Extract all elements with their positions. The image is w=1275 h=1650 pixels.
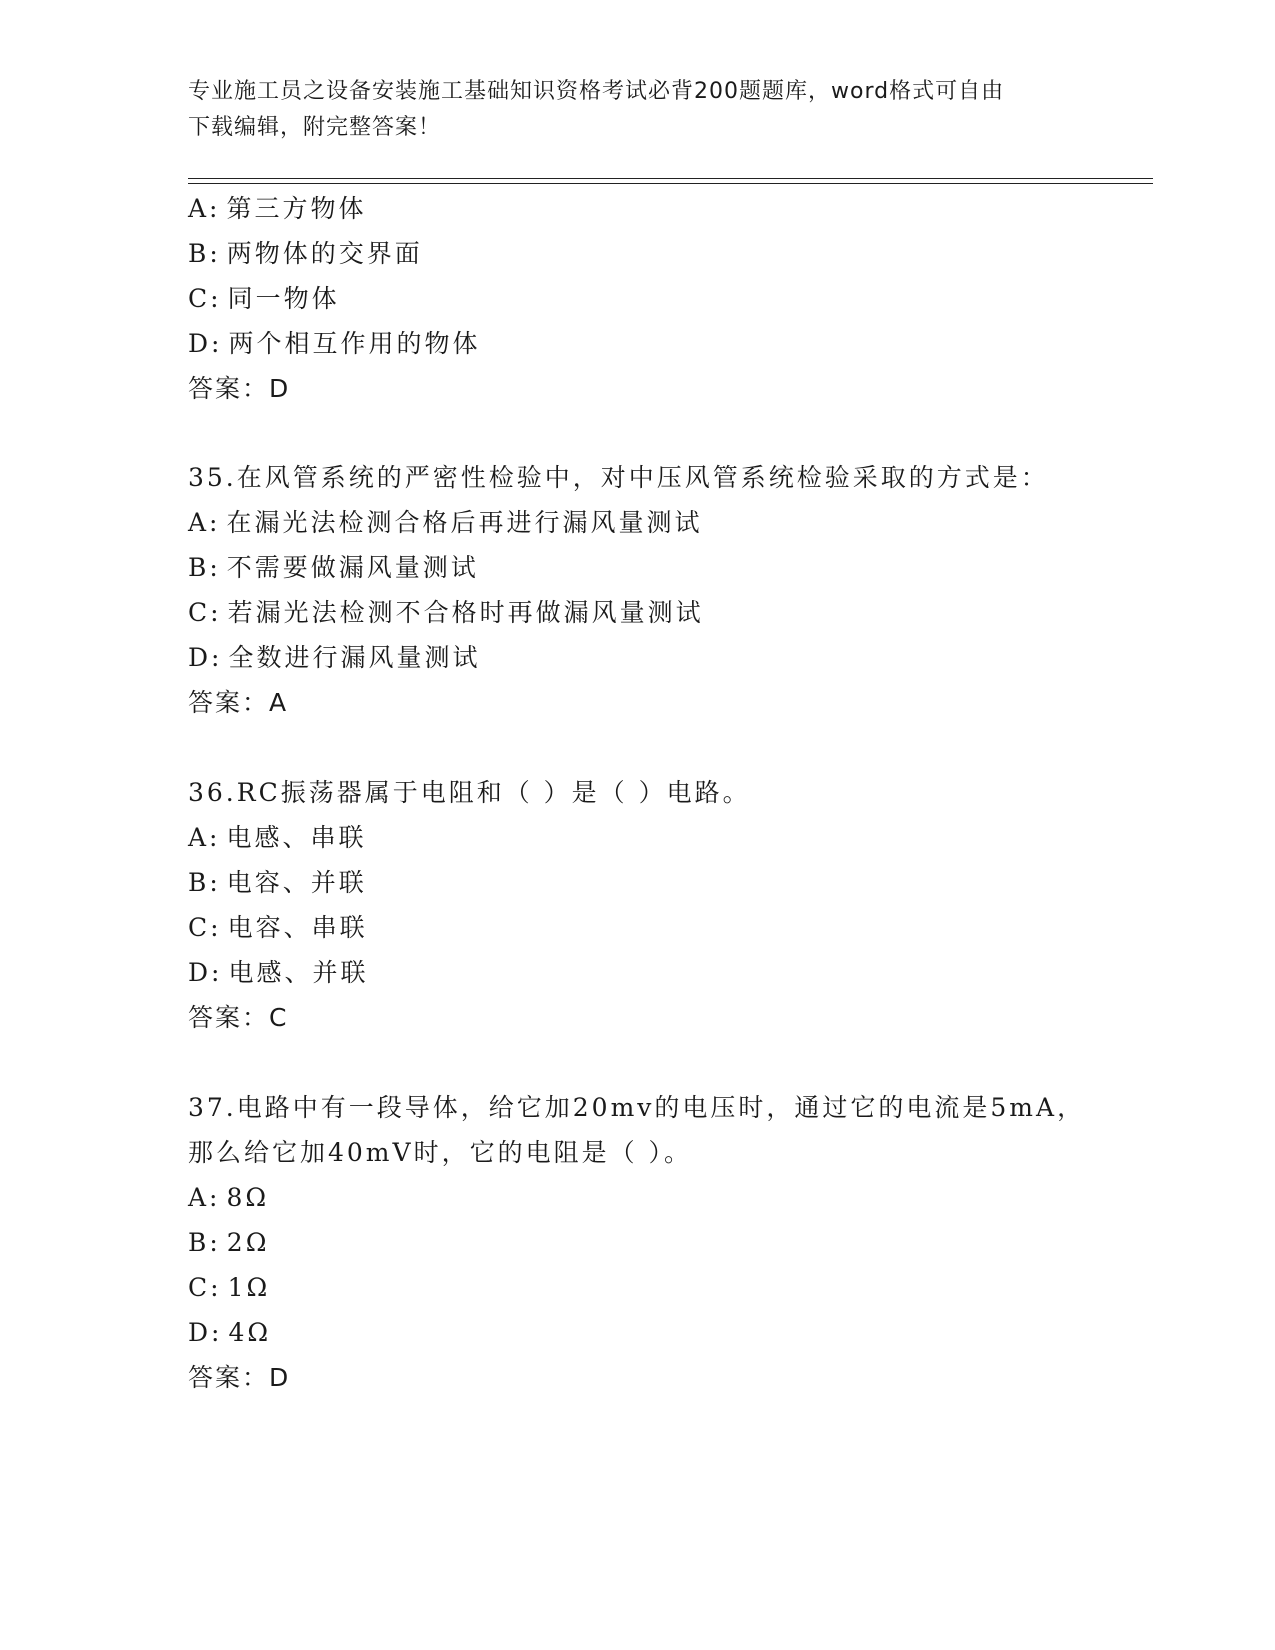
option-key: C: bbox=[188, 913, 222, 942]
q37-option-d bbox=[188, 1316, 271, 1350]
q37-stem-line-1: 37.电路中有一段导体，给它加20mv的电压时，通过它的电流是5mA， bbox=[188, 1093, 1086, 1122]
option-text: 电容、并联 bbox=[226, 868, 367, 897]
option-key: B: bbox=[188, 1228, 221, 1257]
q37-answer: 答案：D bbox=[188, 1363, 291, 1392]
option-key: D: bbox=[188, 329, 223, 358]
option-key: D: bbox=[188, 1318, 223, 1347]
q34-option-a bbox=[188, 192, 367, 226]
option-text: 电感、并联 bbox=[228, 958, 369, 987]
q35-stem: 35.在风管系统的严密性检验中，对中压风管系统检验采取的方式是： bbox=[188, 463, 1049, 492]
option-text: 若漏光法检测不合格时再做漏风量测试 bbox=[227, 598, 704, 627]
option-text: 2Ω bbox=[226, 1228, 270, 1257]
q36-option-b bbox=[188, 866, 367, 900]
option-key: D: bbox=[188, 958, 223, 987]
option-key: A: bbox=[188, 194, 221, 223]
q34-option-b bbox=[188, 237, 423, 271]
option-text: 8Ω bbox=[226, 1183, 270, 1212]
header-line-2: 下载编辑，附完整答案！ bbox=[188, 115, 442, 140]
option-text: 电容、串联 bbox=[227, 913, 368, 942]
option-text: 在漏光法检测合格后再进行漏风量测试 bbox=[226, 508, 703, 537]
q37-option-c bbox=[188, 1271, 270, 1305]
header-rule-top bbox=[188, 178, 1153, 179]
q35-answer: 答案：A bbox=[188, 688, 289, 717]
header-rule-bottom bbox=[188, 183, 1153, 184]
q34-answer: 答案：D bbox=[188, 374, 291, 403]
q36-answer: 答案：C bbox=[188, 1003, 289, 1032]
q34-option-d bbox=[188, 327, 480, 361]
q35-option-a bbox=[188, 506, 703, 540]
option-key: C: bbox=[188, 598, 222, 627]
option-key: B: bbox=[188, 239, 221, 268]
option-text: 两个相互作用的物体 bbox=[228, 329, 481, 358]
q37-option-a bbox=[188, 1181, 269, 1215]
option-text: 同一物体 bbox=[227, 284, 340, 313]
option-key: B: bbox=[188, 868, 221, 897]
q35-option-d bbox=[188, 641, 480, 675]
option-text: 电感、串联 bbox=[226, 823, 367, 852]
header-line-1: 专业施工员之设备安装施工基础知识资格考试必背200题题库，word格式可自由 bbox=[188, 79, 1005, 104]
option-text: 全数进行漏风量测试 bbox=[228, 643, 481, 672]
option-key: A: bbox=[188, 1183, 221, 1212]
option-key: A: bbox=[188, 508, 221, 537]
q36-option-c bbox=[188, 911, 368, 945]
option-text: 4Ω bbox=[228, 1318, 272, 1347]
q35-option-c bbox=[188, 596, 704, 630]
q36-option-a bbox=[188, 821, 367, 855]
option-text: 不需要做漏风量测试 bbox=[226, 553, 479, 582]
option-key: B: bbox=[188, 553, 221, 582]
option-text: 两物体的交界面 bbox=[226, 239, 423, 268]
option-key: A: bbox=[188, 823, 221, 852]
option-key: C: bbox=[188, 284, 222, 313]
q36-option-d bbox=[188, 956, 368, 990]
q35-option-b bbox=[188, 551, 479, 585]
q37-option-b bbox=[188, 1226, 269, 1260]
q34-option-c bbox=[188, 282, 340, 316]
q36-stem: 36.RC振荡器属于电阻和（ ）是（ ）电路。 bbox=[188, 778, 751, 807]
document-header bbox=[188, 74, 1088, 146]
option-key: C: bbox=[188, 1273, 222, 1302]
option-key: D: bbox=[188, 643, 223, 672]
option-text: 1Ω bbox=[227, 1273, 271, 1302]
option-text: 第三方物体 bbox=[226, 194, 367, 223]
q37-stem-line-2: 那么给它加40mV时，它的电阻是（ ）。 bbox=[188, 1138, 693, 1167]
